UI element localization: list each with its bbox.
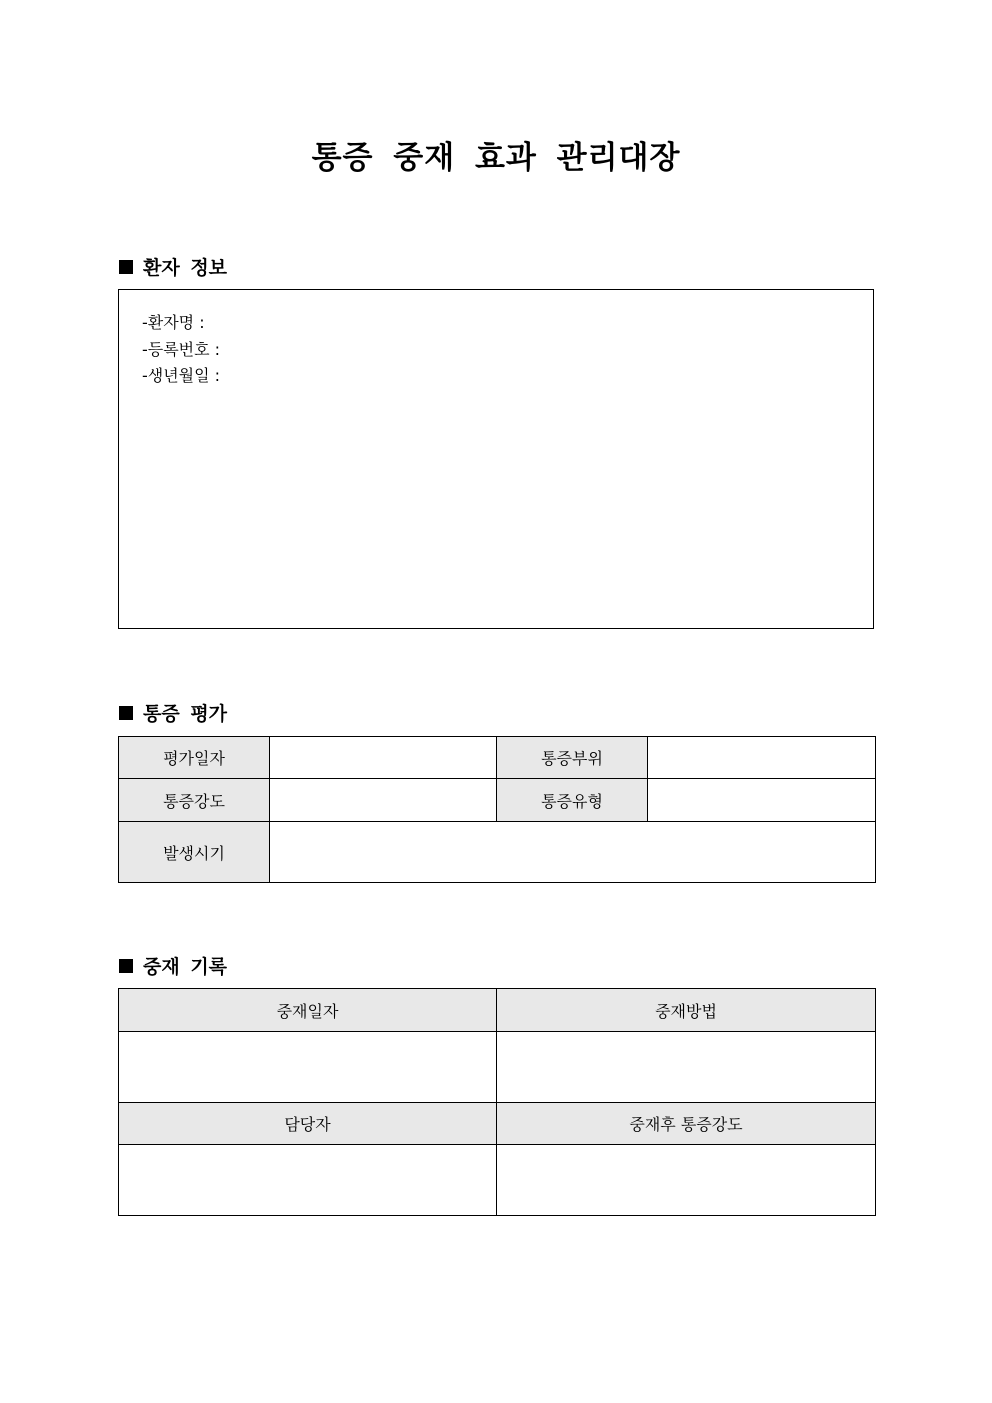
section-heading-label: 중재 기록 xyxy=(143,956,228,978)
pain-site-label: 통증부위 xyxy=(497,737,648,779)
square-bullet-icon xyxy=(119,706,133,720)
table-row xyxy=(119,822,876,883)
birth-date-line xyxy=(142,363,873,390)
birth-date-label: -생년월일 : xyxy=(142,366,221,385)
intervention-date-field[interactable] xyxy=(119,1032,497,1103)
patient-name-label: -환자명 : xyxy=(142,313,205,332)
section-heading-label: 통증 평가 xyxy=(143,703,228,725)
table-row xyxy=(119,1103,876,1145)
patient-info-box xyxy=(118,289,874,629)
section-heading-label: 환자 정보 xyxy=(143,257,228,279)
section-heading-patient xyxy=(119,253,227,280)
table-row xyxy=(119,737,876,779)
patient-name-line xyxy=(142,310,873,337)
assessment-date-field[interactable] xyxy=(270,737,497,779)
table-row xyxy=(119,1032,876,1103)
onset-field[interactable] xyxy=(270,822,876,883)
pain-site-field[interactable] xyxy=(648,737,876,779)
section-heading-intervention xyxy=(119,952,227,979)
registration-number-line xyxy=(142,337,873,364)
intervention-record-table xyxy=(118,988,876,1216)
pain-intensity-field[interactable] xyxy=(270,779,497,822)
page-title: 통증 중재 효과 관리대장 xyxy=(311,140,681,176)
intervention-method-field[interactable] xyxy=(497,1032,876,1103)
table-row xyxy=(119,779,876,822)
pain-type-field[interactable] xyxy=(648,779,876,822)
assessment-date-label: 평가일자 xyxy=(119,737,270,779)
table-row xyxy=(119,1145,876,1216)
intervention-method-header: 중재방법 xyxy=(497,989,876,1032)
registration-number-label: -등록번호 : xyxy=(142,339,221,359)
post-intervention-intensity-header: 중재후 통증강도 xyxy=(497,1103,876,1145)
onset-label: 발생시기 xyxy=(119,822,270,883)
post-intervention-intensity-field[interactable] xyxy=(497,1145,876,1216)
section-heading-assessment xyxy=(119,699,227,726)
intervention-date-header: 중재일자 xyxy=(119,989,497,1032)
pain-type-label: 통증유형 xyxy=(497,779,648,822)
pain-assessment-table xyxy=(118,736,876,883)
square-bullet-icon xyxy=(119,959,133,973)
staff-field[interactable] xyxy=(119,1145,497,1216)
square-bullet-icon xyxy=(119,260,133,274)
pain-intensity-label: 통증강도 xyxy=(119,779,270,822)
staff-header: 담당자 xyxy=(119,1103,497,1145)
table-row xyxy=(119,989,876,1032)
